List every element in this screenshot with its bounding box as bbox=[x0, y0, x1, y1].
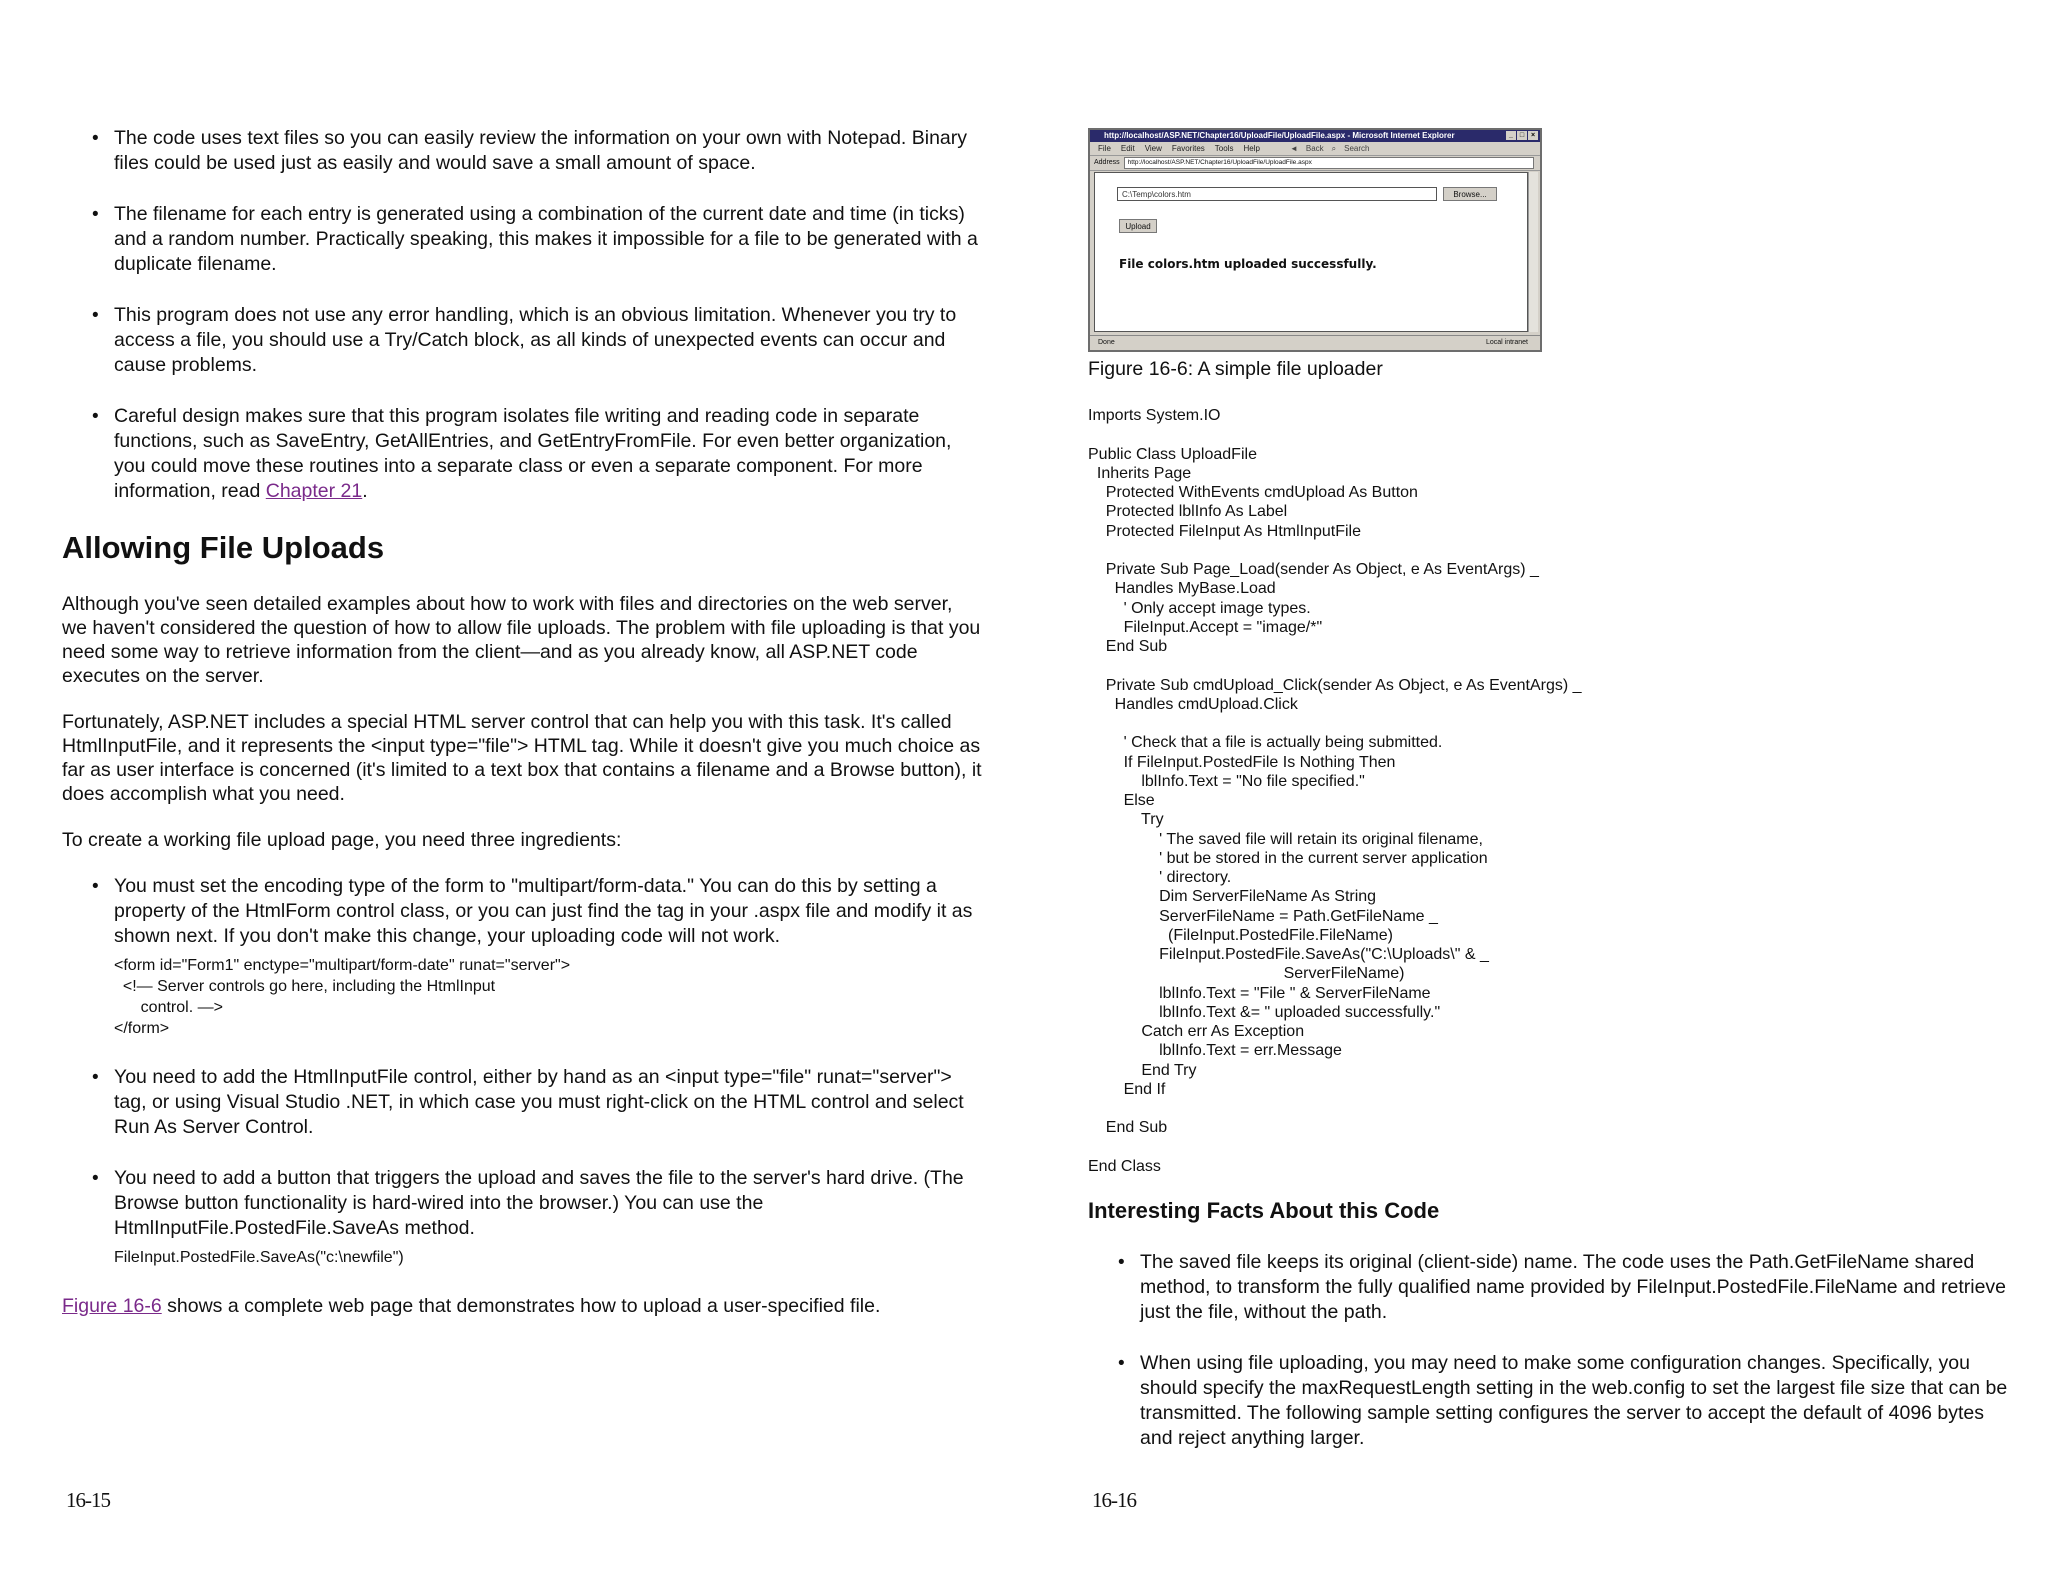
facts-list bbox=[1088, 1250, 2008, 1451]
figure-16-6-link[interactable]: Figure 16-6 bbox=[62, 1295, 162, 1317]
browser-status-bar: Done Local intranet bbox=[1090, 335, 1540, 350]
search-icon: ⌕ bbox=[1331, 144, 1337, 153]
bullet-icon: • bbox=[92, 876, 99, 897]
list-item: • You need to add the HtmlInputFile control, either by hand as an <input type="file" runat="server"> tag, or using Visual Studio .NET, in which case you must right-click on the HTML control and select Run As Server Control. bbox=[92, 1066, 964, 1138]
browse-button: Browse... bbox=[1443, 187, 1497, 201]
list-item: • The saved file keeps its original (client-side) name. The code uses the Path.GetFileName shared method, to transform the fully qualified name provided by FileInput.PostedFile.FileName and retrieve just the file, without the path. bbox=[1118, 1251, 2007, 1323]
top-bullet-list bbox=[62, 126, 982, 504]
chapter-21-link[interactable]: Chapter 21 bbox=[265, 480, 363, 502]
maximize-icon: □ bbox=[1517, 131, 1527, 140]
section-heading: Allowing File Uploads bbox=[62, 530, 385, 565]
list-item: • You must set the encoding type of the form to "multipart/form-data." You can do this by setting a property of the HtmlForm control class, or you can just find the tag in your .aspx file and modify it as shown next. If you don't make this change, your uploading code will not work. <form id="Form1" enctype="multipart/form-date" runat="server"> <!— Server controls go here, including the HtmlInput control. —> </form> bbox=[62, 874, 982, 1039]
list-item: • The filename for each entry is generated using a combination of the current date and time (in ticks) and a random number. Practically speaking, this makes it impossible for a file to be generated with a duplicate filename. bbox=[92, 203, 978, 275]
browser-content bbox=[1094, 172, 1528, 332]
bullet-icon: • bbox=[1118, 1252, 1125, 1273]
list-item: • This program does not use any error handling, which is an obvious limitation. Whenever you try to access a file, you should use a Try/Catch block, as all kinds of unexpected events can occur and cause problems. bbox=[92, 304, 957, 376]
code-block-saveas: FileInput.PostedFile.SaveAs("c:\newfile") bbox=[114, 1249, 404, 1266]
bullet-icon: • bbox=[92, 305, 99, 326]
right-page bbox=[1024, 0, 2048, 1582]
upload-message: File colors.htm uploaded successfully. bbox=[1119, 257, 1377, 271]
paragraph: Although you've seen detailed examples about how to work with files and directories on the web server, we haven't considered the question of how to allow file uploads. The problem with file uploading is that you need some way to retrieve information from the client—and as you already know, all ASP.NET code executes on the server. bbox=[62, 593, 981, 687]
subsection-heading: Interesting Facts About this Code bbox=[1088, 1198, 1440, 1223]
code-listing: Imports System.IO Public Class UploadFile Inherits Page Protected WithEvents cmdUpload As Button Protected lblInfo As Label Protected FileInput As HtmlInputFile Private Sub Page_Load(sender As Object, e As EventArgs) _ Handles MyBase.Load ' Only accept image types. FileInput.Accept = "image/*" End Sub Private Sub cmdUpload_Click(sender As Object, e As EventArgs) _ Handles cmdUpload.Click ' Check that a file is actually being submitted. If FileInput.PostedFile Is Nothing Then lblInfo.Text = "No file specified." Else Try ' The saved file will retain its original filename, ' but be stored in the current server application ' directory. Dim ServerFileName As String ServerFileName = Path.GetFileName _ (FileInput.PostedFile.FileName) FileInput.PostedFile.SaveAs("C:\Uploads\" & _ ServerFileName) lblInfo.Text = "File " & ServerFileName lblInfo.Text &= " uploaded successfully." Catch err As Exception lblInfo.Text = err.Message End Try End If End Sub End Class bbox=[1088, 407, 1582, 1175]
list-item: • You need to add a button that triggers the upload and saves the file to the server's hard drive. (The Browse button functionality is hard-wired into the browser.) You can use the HtmlInputFile.PostedFile.SaveAs method. FileInput.PostedFile.SaveAs("c:\newfile") bbox=[62, 1166, 982, 1268]
bullet-icon: • bbox=[92, 1168, 99, 1189]
browser-scrollbar bbox=[1528, 172, 1538, 332]
browser-title-bar: http://localhost/ASP.NET/Chapter16/UploadFile/UploadFile.aspx - Microsoft Internet Explorer _ □ × bbox=[1090, 130, 1540, 142]
figure-caption: Figure 16-6: A simple file uploader bbox=[1088, 358, 1383, 380]
close-icon: × bbox=[1528, 131, 1538, 140]
list-item: • When using file uploading, you may need to make some configuration changes. Specifically, you should specify the maxRequestLength setting in the web.config to set the largest file size that can be transmitted. The following sample setting configures the server to accept the default of 4096 bytes and reject anything larger. bbox=[1118, 1352, 2008, 1449]
browser-address-bar: Address http://localhost/ASP.NET/Chapter16/UploadFile/UploadFile.aspx bbox=[1090, 156, 1540, 171]
browser-screenshot bbox=[1088, 128, 1542, 352]
paragraph: Figure 16-6 shows a complete web page that demonstrates how to upload a user-specified file. bbox=[62, 1295, 881, 1317]
browser-menu-bar: File Edit View Favorites Tools Help ◄ Back ⌕ Search bbox=[1090, 142, 1540, 156]
bullet-icon: • bbox=[92, 406, 99, 427]
facts-list-wrapper bbox=[1088, 1250, 2008, 1477]
file-input: C:\Temp\colors.htm bbox=[1117, 187, 1437, 201]
minimize-icon: _ bbox=[1506, 131, 1516, 140]
paragraph: To create a working file upload page, you need three ingredients: bbox=[62, 829, 622, 851]
list-item: • Careful design makes sure that this program isolates file writing and reading code in separate functions, such as SaveEntry, GetAllEntries, and GetEntryFromFile. For even better organization, you could move these routines into a separate class or even a separate component. For more information, read Chapter 21. bbox=[92, 405, 952, 502]
code-block-form: <form id="Form1" enctype="multipart/form-date" runat="server"> <!— Server controls go here, including the HtmlInput control. —> </form> bbox=[114, 957, 571, 1037]
address-field: http://localhost/ASP.NET/Chapter16/UploadFile/UploadFile.aspx bbox=[1124, 157, 1534, 169]
ingredients-list bbox=[62, 874, 982, 1268]
list-item: • The code uses text files so you can easily review the information on your own with Notepad. Binary files could be used just as easily and would save a small amount of space. bbox=[92, 127, 968, 174]
page-number: 16-16 bbox=[1092, 1488, 1136, 1512]
left-column bbox=[62, 126, 982, 1340]
bullet-icon: • bbox=[92, 204, 99, 225]
page-number: 16-15 bbox=[66, 1488, 110, 1512]
bullet-icon: • bbox=[1118, 1353, 1125, 1374]
bullet-icon: • bbox=[92, 1067, 99, 1088]
bullet-icon: • bbox=[92, 128, 99, 149]
back-icon: ◄ bbox=[1289, 144, 1298, 153]
paragraph: Fortunately, ASP.NET includes a special HTML server control that can help you with this task. It's called HtmlInputFile, and it represents the <input type="file"> HTML tag. While it doesn't give you much choice as far as user interface is concerned (it's limited to a text box that contains a filename and a Browse button), it does accomplish what you need. bbox=[62, 711, 982, 805]
upload-button: Upload bbox=[1119, 219, 1157, 233]
